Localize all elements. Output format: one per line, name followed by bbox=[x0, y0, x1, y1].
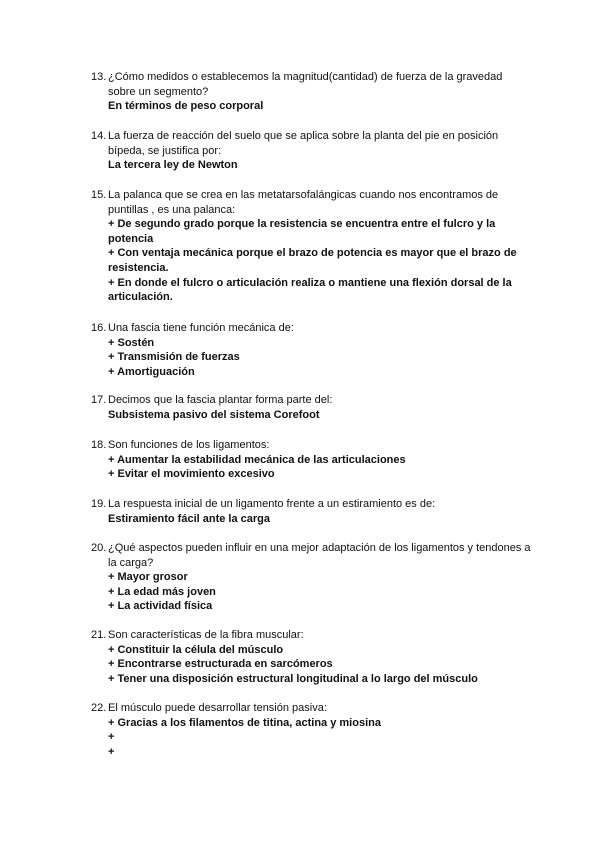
question-16 bbox=[91, 321, 531, 379]
question-stem bbox=[91, 628, 531, 643]
question-13 bbox=[91, 70, 531, 114]
answer-line: + Encontrarse estructurada en sarcómeros bbox=[108, 658, 333, 671]
question-14 bbox=[91, 129, 531, 173]
answer-line: + Evitar el movimiento excesivo bbox=[108, 468, 275, 481]
question-text: Son características de la fibra muscular: bbox=[108, 629, 304, 641]
question-stem bbox=[91, 129, 531, 158]
question-number: 17. bbox=[91, 394, 107, 406]
question-22 bbox=[91, 701, 531, 759]
answer-line: + La actividad física bbox=[108, 600, 213, 613]
answer-line: + Con ventaja mecánica porque el brazo de potencia es mayor que el brazo de resistencia. bbox=[108, 247, 517, 274]
question-text: El músculo puede desarrollar tensión pasiva: bbox=[108, 702, 327, 714]
question-number: 14. bbox=[91, 130, 107, 142]
answer-line: + Gracias a los filamentos de titina, actina y miosina bbox=[108, 716, 381, 729]
question-text: La respuesta inicial de un ligamento frente a un estiramiento es de: bbox=[108, 498, 436, 510]
question-text: ¿Cómo medidos o establecemos la magnitud(cantidad) de fuerza de la gravedad sobre un segmento? bbox=[108, 71, 503, 98]
answer-line: + bbox=[108, 745, 115, 758]
question-text: Son funciones de los ligamentos: bbox=[108, 439, 270, 451]
question-text: ¿Qué aspectos pueden influir en una mejor adaptación de los ligamentos y tendones a la carga? bbox=[108, 542, 531, 569]
question-stem bbox=[91, 70, 531, 99]
question-number: 16. bbox=[91, 322, 107, 334]
answer-line: Subsistema pasivo del sistema Corefoot bbox=[108, 408, 320, 421]
question-stem bbox=[91, 497, 531, 512]
question-stem bbox=[91, 321, 531, 336]
answer-line: + Tener una disposición estructural longitudinal a lo largo del músculo bbox=[108, 672, 478, 685]
question-stem bbox=[91, 188, 531, 217]
question-stem bbox=[91, 541, 531, 570]
question-21 bbox=[91, 628, 531, 686]
question-number: 15. bbox=[91, 189, 107, 201]
answer-line: + Amortiguación bbox=[108, 365, 195, 378]
question-17 bbox=[91, 393, 531, 422]
answer-line: En términos de peso corporal bbox=[108, 100, 264, 113]
answer-line: + bbox=[108, 731, 115, 744]
answer-line: Estiramiento fácil ante la carga bbox=[108, 512, 271, 525]
answer-line: + Mayor grosor bbox=[108, 571, 188, 584]
answer-line: + De segundo grado porque la resistencia se encuentra entre el fulcro y la potencia bbox=[108, 218, 496, 245]
answer-line: + La edad más joven bbox=[108, 585, 216, 598]
question-18 bbox=[91, 438, 531, 482]
question-number: 21. bbox=[91, 629, 107, 641]
question-20 bbox=[91, 541, 531, 614]
question-number: 13. bbox=[91, 71, 107, 83]
question-15 bbox=[91, 188, 531, 305]
answer-line: + Transmisión de fuerzas bbox=[108, 351, 240, 364]
question-number: 19. bbox=[91, 498, 107, 510]
question-number: 22. bbox=[91, 702, 107, 714]
answer-line: La tercera ley de Newton bbox=[108, 159, 238, 172]
question-text: Decimos que la fascia plantar forma parte del: bbox=[108, 394, 333, 406]
question-text: Una fascia tiene función mecánica de: bbox=[108, 322, 294, 334]
answer-line: + Constituir la célula del músculo bbox=[108, 643, 284, 656]
answer-line: + Aumentar la estabilidad mecánica de las articulaciones bbox=[108, 453, 406, 466]
question-stem bbox=[91, 393, 531, 408]
question-text: La palanca que se crea en las metatarsofalángicas cuando nos encontramos de puntillas , es una palanca: bbox=[108, 189, 499, 216]
question-number: 20. bbox=[91, 542, 107, 554]
answer-line: + En donde el fulcro o articulación realiza o mantiene una flexión dorsal de la articulación. bbox=[108, 276, 512, 304]
question-number: 18. bbox=[91, 439, 107, 451]
question-text: La fuerza de reacción del suelo que se aplica sobre la planta del pie en posición bípeda, se justifica por: bbox=[108, 130, 499, 157]
question-19 bbox=[91, 497, 531, 526]
question-stem bbox=[91, 701, 531, 716]
answer-line: + Sostén bbox=[108, 336, 155, 349]
question-stem bbox=[91, 438, 531, 453]
